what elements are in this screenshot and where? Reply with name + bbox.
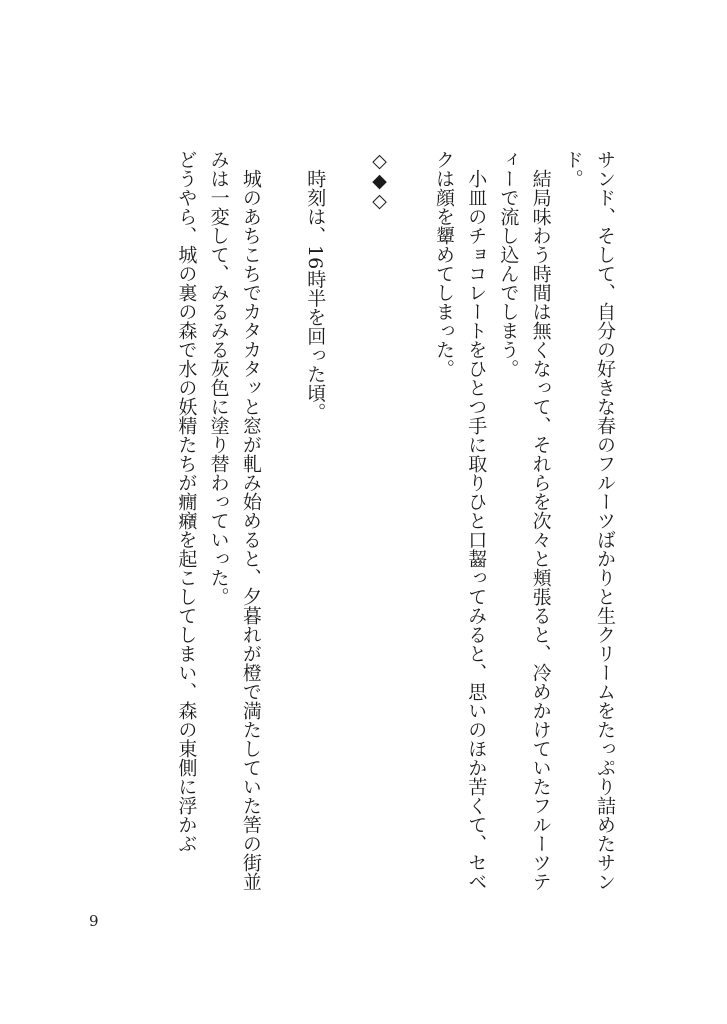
paragraph-1: サンド、そして、自分の好きな春のフルーツばかりと生クリームをたっぷり詰めたサンド。 (561, 150, 616, 891)
blank-line (267, 150, 299, 895)
vertical-text-body (170, 150, 621, 895)
paragraph-5: 城のあちこちでカタカタッと窓が軋み始めると、夕暮れが橙で満たしていた筈の街並みは一変して、みるみる灰色に塗り替わっていった。 (207, 150, 262, 891)
paragraph-6: どうやら、城の裏の森で水の妖精たちが癇癪を起こしてしまい、森の東側に浮かぶ (175, 150, 198, 853)
page-number: 9 (89, 912, 99, 930)
blank-line (331, 150, 363, 895)
paragraph-3: 小皿のチョコレートをひとつ手に取りひと口齧ってみると、思いのほか苦くて、セベクは顔を顰めてしまった。 (432, 150, 488, 891)
paragraph-2: 結局味わう時間は無くなって、それらを次々と頬張ると、冷めかけていたフルーツティーで流し込んでしまう。 (497, 150, 552, 891)
section-separator: ◇◆◇ (368, 150, 391, 210)
blank-line (396, 150, 428, 895)
paragraph-4: 時刻は、16時半を回った頃。 (304, 169, 327, 422)
